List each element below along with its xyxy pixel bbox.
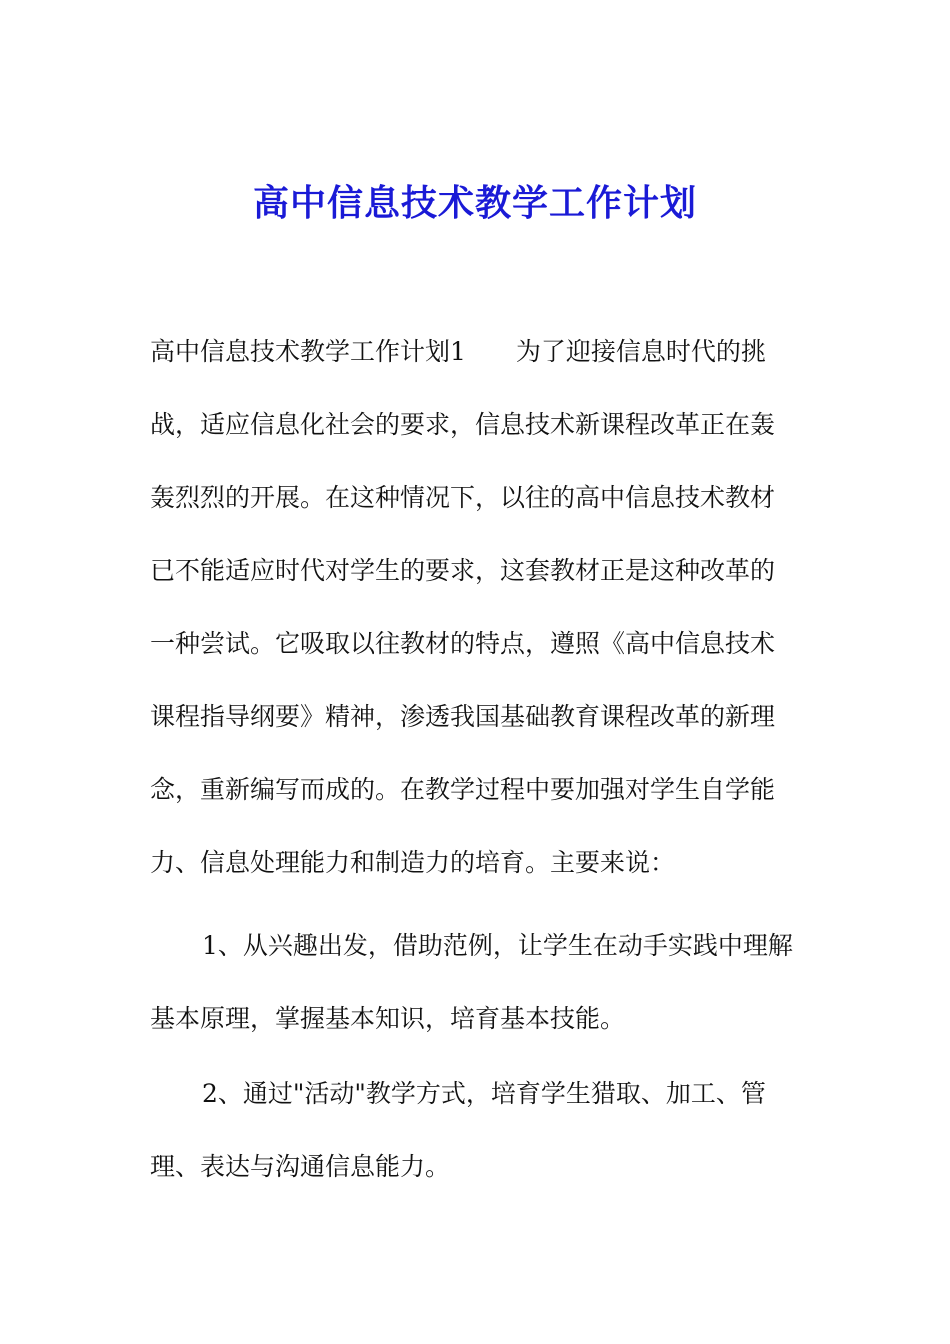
body-line: 一种尝试。它吸取以往教材的特点，遵照《高中信息技术 [150, 629, 776, 658]
list-item-2-line: 2、通过"活动"教学方式，培育学生猎取、加工、管 [202, 1079, 766, 1108]
body-line: 轰烈烈的开展。在这种情况下，以往的高中信息技术教材 [150, 483, 776, 512]
document-title: 高中信息技术教学工作计划 [252, 182, 697, 224]
body-line: 已不能适应时代对学生的要求，这套教材正是这种改革的 [150, 556, 776, 585]
body-line: 念，重新编写而成的。在教学过程中要加强对学生自学能 [150, 775, 776, 804]
list-item-1-line: 1、从兴趣出发，借助范例，让学生在动手实践中理解 [202, 931, 793, 960]
list-item-1-line: 基本原理，掌握基本知识，培育基本技能。 [150, 1004, 626, 1033]
body-line: 课程指导纲要》精神，渗透我国基础教育课程改革的新理 [150, 702, 776, 731]
body-line: 战，适应信息化社会的要求，信息技术新课程改革正在轰 [150, 410, 776, 439]
body-line: 高中信息技术教学工作计划1 为了迎接信息时代的挑 [150, 337, 766, 366]
body-line: 力、信息处理能力和制造力的培育。主要来说： [150, 848, 676, 877]
list-item-2-line: 理、表达与沟通信息能力。 [150, 1152, 451, 1181]
